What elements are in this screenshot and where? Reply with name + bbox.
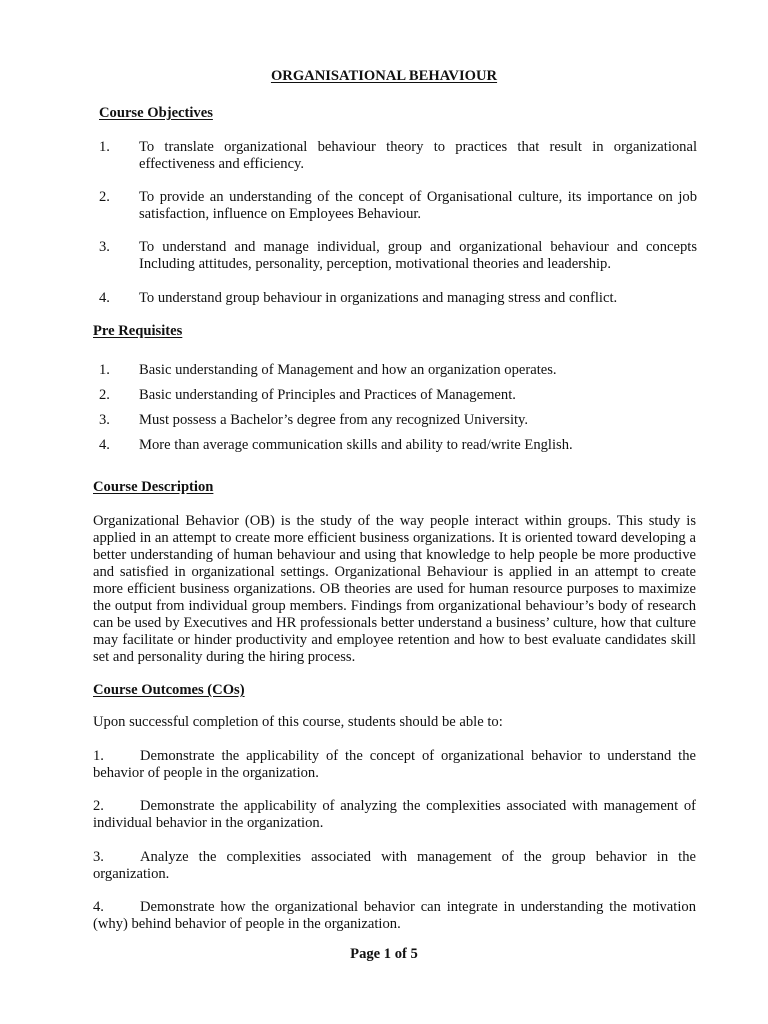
outcome-number: 3. — [93, 849, 104, 865]
objective-number: 2. — [99, 189, 110, 205]
outcome-item — [93, 899, 696, 933]
objective-number: 4. — [99, 290, 110, 306]
objective-text: To provide an understanding of the concept of Organisational culture, its importance on job satisfaction, influence on Employees Behaviour. — [139, 189, 697, 222]
description-heading: Course Description — [93, 479, 214, 495]
objective-number: 1. — [99, 139, 110, 155]
outcome-item — [93, 849, 696, 883]
outcome-text: Demonstrate the applicability of the concept of organizational behavior to understand the behavior of people in the organization. — [93, 748, 696, 781]
prerequisite-number: 1. — [99, 362, 110, 378]
objective-text: To translate organizational behaviour theory to practices that result in organizational effectiveness and efficiency. — [139, 139, 697, 172]
page-number: Page 1 of 5 — [350, 946, 418, 962]
outcome-number: 2. — [93, 798, 104, 814]
outcome-text: Demonstrate how the organizational behavior can integrate in understanding the motivation (why) behind behavior of people in the organization. — [93, 899, 696, 932]
objective-text: To understand and manage individual, group and organizational behaviour and concepts Including attitudes, personality, perception, motivational theories and leadership. — [139, 239, 697, 272]
outcome-text: Demonstrate the applicability of analyzing the complexities associated with management of individual behavior in the organization. — [93, 798, 696, 831]
prerequisite-number: 2. — [99, 387, 110, 403]
prerequisite-text: Basic understanding of Management and how an organization operates. — [139, 362, 557, 378]
outcomes-intro: Upon successful completion of this course, students should be able to: — [93, 714, 503, 730]
prerequisite-number: 4. — [99, 437, 110, 453]
outcome-item — [93, 748, 696, 782]
prerequisite-text: Must possess a Bachelor’s degree from any recognized University. — [139, 412, 529, 428]
outcomes-heading: Course Outcomes (COs) — [93, 682, 245, 698]
objectives-heading: Course Objectives — [99, 105, 213, 121]
outcome-number: 1. — [93, 748, 104, 764]
page-title: ORGANISATIONAL BEHAVIOUR — [270, 68, 498, 84]
prerequisite-text: Basic understanding of Principles and Practices of Management. — [139, 387, 516, 403]
objective-text: To understand group behaviour in organizations and managing stress and conflict. — [139, 290, 618, 306]
outcome-number: 4. — [93, 899, 104, 915]
prerequisite-number: 3. — [99, 412, 110, 428]
outcome-item — [93, 798, 696, 832]
prerequisites-heading: Pre Requisites — [93, 323, 183, 339]
prerequisite-text: More than average communication skills and ability to read/write English. — [139, 437, 573, 453]
objective-number: 3. — [99, 239, 110, 255]
description-paragraph: Organizational Behavior (OB) is the study of the way people interact within groups. This study is applied in an attempt to create more efficient business organizations. It is oriented toward developing a better understanding of human behaviour and using that knowledge to help people be more productive and satisfied in organizational settings. Organizational Behaviour is applied in an attempt to create more efficient business organizations. OB theories are used for human resource purposes to maximize the output from individual group members. Findings from organizational behaviour’s body of research can be used by Executives and HR professionals better understand a business’ culture, how that culture may facilitate or hinder productivity and employee retention and how to best evaluate candidates skill set and personality during the hiring process. — [93, 513, 696, 665]
outcome-text: Analyze the complexities associated with management of the group behavior in the organization. — [93, 849, 696, 882]
